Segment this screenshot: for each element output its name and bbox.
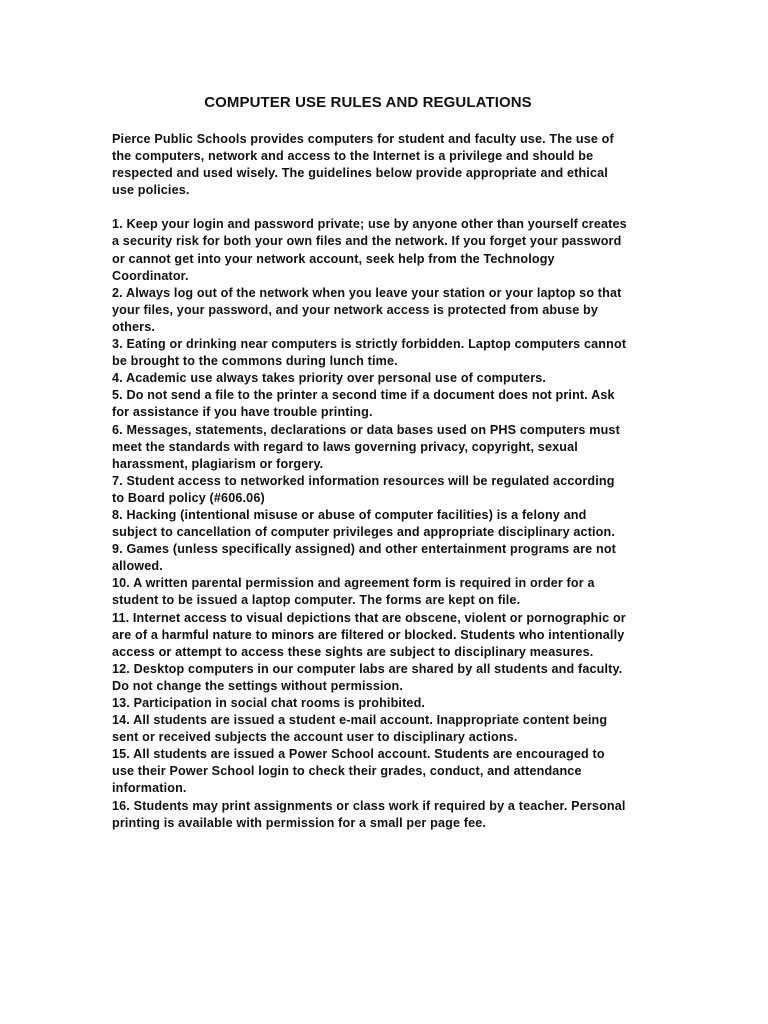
document-body <box>112 131 627 832</box>
rule-item-16: 16. Students may print assignments or class work if required by a teacher. Personal printing is available with permission for a small per page fee. <box>112 798 626 830</box>
rule-item-13: 13. Participation in social chat rooms is prohibited. <box>112 696 426 710</box>
rule-item-9: 9. Games (unless specifically assigned) and other entertainment programs are not allowed. <box>112 542 617 574</box>
rule-item-10: 10. A written parental permission and agreement form is required in order for a student to be issued a laptop computer. The forms are kept on file. <box>112 576 595 608</box>
rule-item-8: 8. Hacking (intentional misuse or abuse of computer facilities) is a felony and subject to cancellation of computer privileges and appropriate disciplinary action. <box>112 507 616 540</box>
rule-item-6: 6. Messages, statements, declarations or data bases used on PHS computers must meet the standards with regard to laws governing privacy, copyright, sexual harassment, plagiarism or forgery. <box>112 422 620 471</box>
rule-item-14: 14. All students are issued a student e-mail account. Inappropriate content being sent or received subjects the account user to disciplinary actions. <box>112 713 608 745</box>
rule-item-15: 15. All students are issued a Power School account. Students are encouraged to use their Power School login to check their grades, conduct, and attendance information. <box>112 747 605 796</box>
rule-item-12: 12. Desktop computers in our computer labs are shared by all students and faculty. Do not change the settings without permission. <box>112 661 623 693</box>
rule-item-1: 1. Keep your login and password private; use by anyone other than yourself creates a security risk for both your own files and the network. If you forget your password or cannot get into your network account, seek help from the Technology Coordinator. <box>112 217 627 283</box>
rule-item-7: 7. Student access to networked information resources will be regulated according to Board policy (#606.06) <box>112 473 615 505</box>
rules-list <box>112 216 627 831</box>
intro-paragraph: Pierce Public Schools provides computers for student and faculty use. The use of the computers, network and access to the Internet is a privilege and should be respected and used wisely. The guidelines below provide appropriate and ethical use policies. <box>112 132 614 198</box>
rule-item-3: 3. Eating or drinking near computers is strictly forbidden. Laptop computers cannot be brought to the commons during lunch time. <box>112 337 627 369</box>
rule-item-4: 4. Academic use always takes priority over personal use of computers. <box>112 371 547 386</box>
rule-item-5: 5. Do not send a file to the printer a second time if a document does not print. Ask for assistance if you have trouble printing. <box>112 388 615 420</box>
document-title: COMPUTER USE RULES AND REGULATIONS <box>204 94 532 111</box>
rule-item-2: 2. Always log out of the network when you leave your station or your laptop so that your files, your password, and your network access is protected from abuse by others. <box>112 285 622 334</box>
rule-item-11: 11. Internet access to visual depictions that are obscene, violent or pornographic or are of a harmful nature to minors are filtered or blocked. Students who intentionally access or attempt to access these sights are subject to disciplinary measures. <box>112 610 626 659</box>
